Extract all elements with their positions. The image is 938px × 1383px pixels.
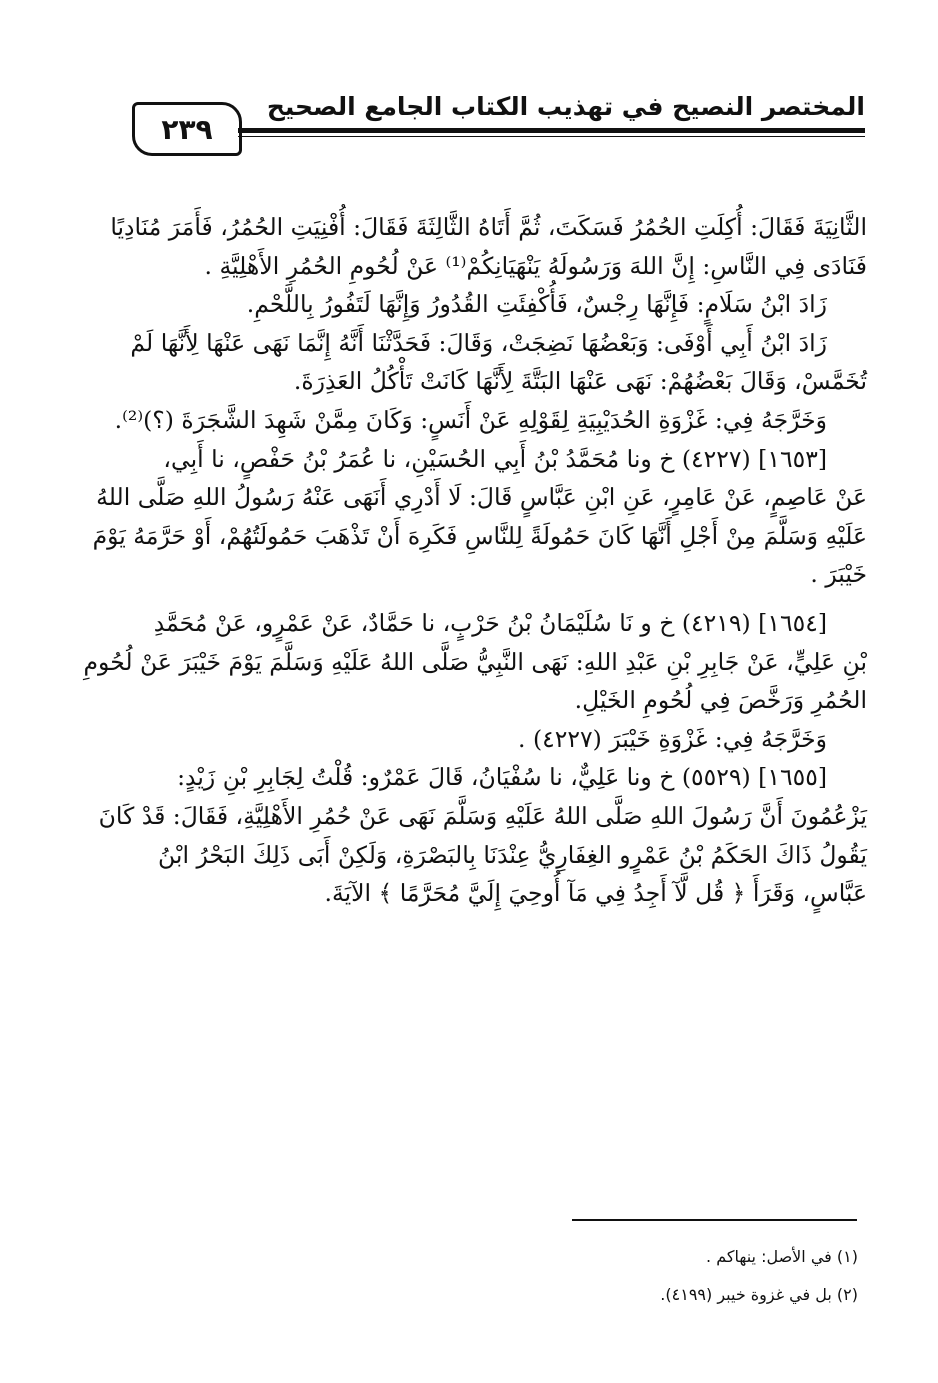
hadith-heading-1654: [١٦٥٤] (٤٢١٩) خ و نَا سُلَيْمَانُ بْنُ حَرْبٍ، نا حَمَّادٌ، عَنْ عَمْرٍو، عَنْ مُحَمَّدِ [153, 608, 827, 637]
text-line: تُخَمَّسْ، وَقَالَ بَعْضُهُمْ: نَهَى عَنْهَا البَتَّةَ لِأَنَّهَا كَانَتْ تَأْكُلُ العَذِرَةَ. [293, 367, 867, 396]
header-rule-thin [238, 136, 865, 137]
header-rule [238, 128, 865, 133]
footnote-1: (١) في الأصل: ينهاكم . [706, 1247, 858, 1266]
text-line: فَنَادَى فِي النَّاسِ: إِنَّ اللهَ وَرَسُولَهُ يَنْهَيَانِكُمْ⁽¹⁾ عَنْ لُحُومِ الحُمُرِ الأَهْلِيَّةِ . [204, 251, 867, 280]
hadith-heading-1655: [١٦٥٥] (٥٥٢٩) خ ونا عَلِيٌّ، نا سُفْيَانُ، قَالَ عَمْرٌو: قُلْتُ لِجَابِرِ بْنِ زَيْدٍ: [177, 763, 827, 792]
footnote-separator [572, 1219, 857, 1221]
running-header [130, 92, 865, 162]
page-number: ٢٣٩ [161, 112, 213, 146]
text-line: وَخَرَّجَهُ فِي: غَزْوَةِ الحُدَيْبِيَةِ لِقَوْلِهِ عَنْ أَنَسٍ: وَكَانَ مِمَّنْ شَهِدَ الشَّجَرَةَ (؟)⁽²⁾. [114, 405, 827, 434]
text-line: الحُمُرِ وَرَخَّصَ فِي لُحُومِ الخَيْلِ. [574, 686, 867, 715]
text-line: زَادَ ابْنُ سَلَامٍ: فَإِنَّهَا رِجْسٌ، فَأُكْفِئَتِ القُدُورُ وَإِنَّهَا لَتَفُورُ بِاللَّحْمِ. [246, 290, 827, 319]
text-line: وَخَرَّجَهُ فِي: غَزْوَةِ خَيْبَرَ (٤٢٢٧) . [518, 724, 827, 753]
text-line: خَيْبَرَ . [810, 560, 867, 589]
text-line: الثَّانِيَةَ فَقَالَ: أُكِلَتِ الحُمُرُ فَسَكَتَ، ثُمَّ أَتَاهُ الثَّالِثَةَ فَقَالَ: أُفْنِيَتِ الحُمُرُ، فَأَمَرَ مُنَادِيًا [110, 213, 867, 241]
main-text [83, 208, 867, 913]
hadith-heading-1653: [١٦٥٣] (٤٢٢٧) خ ونا مُحَمَّدُ بْنُ أَبِي الحُسَيْنِ، نا عُمَرُ بْنُ حَفْصٍ، نا أَبِي، [163, 444, 827, 473]
quran-verse-line: عَبَّاسٍ، وَقَرَأَ ﴿ قُل لَّآ أَجِدُ فِي مَآ أُوحِيَ إِلَيَّ مُحَرَّمًا ﴾ الآيَةَ. [324, 879, 867, 908]
text-line: يَزْعُمُونَ أَنَّ رَسُولَ اللهِ صَلَّى اللهُ عَلَيْهِ وَسَلَّمَ نَهَى عَنْ حُمُرِ الأَهْلِيَّةِ، فَقَالَ: قَدْ كَانَ [98, 801, 867, 830]
text-line: عَلَيْهِ وَسَلَّمَ مِنْ أَجْلِ أَنَّهَا كَانَ حَمُولَةً لِلنَّاسِ فَكَرِهَ أَنْ تَذْهَبَ حَمُولَتُهُمْ، أَوْ حَرَّمَهُ يَوْمَ [92, 521, 867, 550]
page-number-frame [132, 102, 242, 156]
footnote-2: (٢) بل في غزوة خيبر (٤١٩٩). [660, 1285, 858, 1304]
book-title: المختصر النصيح في تهذيب الكتاب الجامع الصحيح [266, 92, 865, 121]
text-line: عَنْ عَاصِمٍ، عَنْ عَامِرٍ، عَنِ ابْنِ عَبَّاسٍ قَالَ: لَا أَدْرِي أَنَهَى عَنْهُ رَسُولُ اللهِ صَلَّى اللهُ [96, 483, 867, 512]
footnotes [358, 1238, 858, 1314]
text-line: بْنِ عَلِيٍّ، عَنْ جَابِرِ بْنِ عَبْدِ اللهِ: نَهَى النَّبِيُّ صَلَّى اللهُ عَلَيْهِ وَسَلَّمَ يَوْمَ خَيْبَرَ عَنْ لُحُومِ [83, 647, 867, 676]
text-line: يَقُولُ ذَاكَ الحَكَمُ بْنُ عَمْرٍو الغِفَارِيُّ عِنْدَنَا بِالبَصْرَةِ، وَلَكِنْ أَبَى ذَلِكَ البَحْرُ ابْنُ [158, 840, 867, 869]
text-line: زَادَ ابْنُ أَبِي أَوْفَى: وَبَعْضُهَا نَضِجَتْ، وَقَالَ: فَحَدَّثْنَا أَنَّهُ إِنَّمَا نَهَى عَنْهَا لِأَنَّهَا لَمْ [130, 328, 827, 357]
